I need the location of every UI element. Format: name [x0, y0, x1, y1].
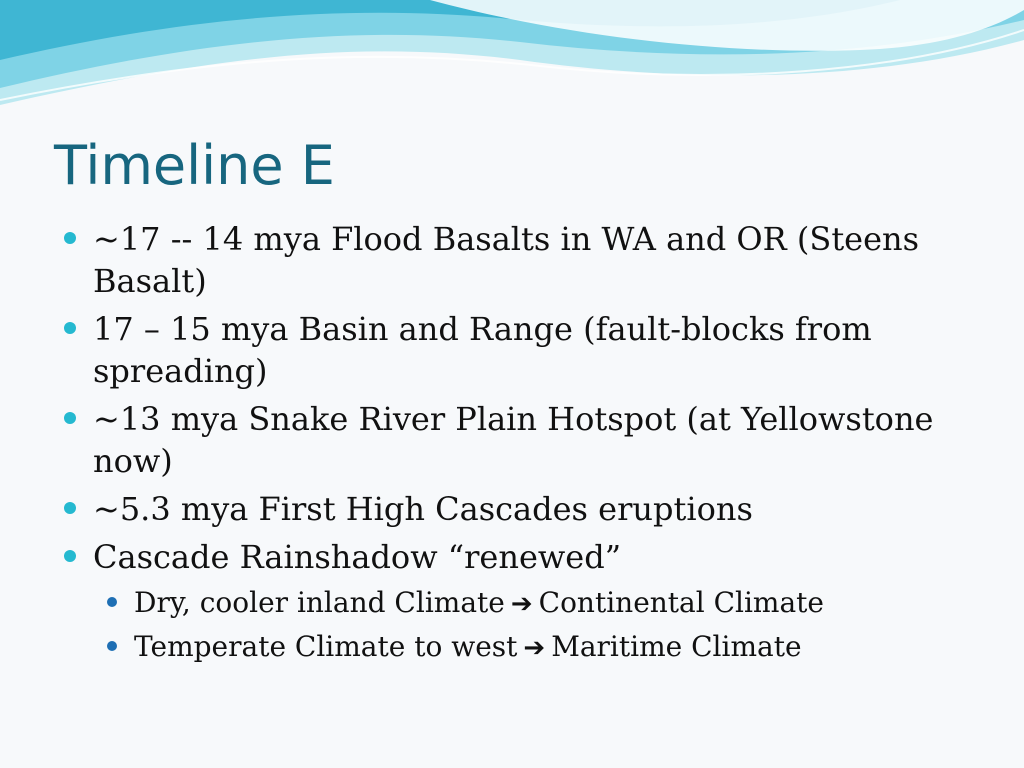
bullet-dot-icon [64, 550, 76, 562]
bullet-item [60, 308, 960, 392]
bullet-item [60, 218, 960, 302]
bullet-item [60, 398, 960, 482]
right-arrow-icon: ➔ [510, 589, 533, 619]
bullet-dot-icon [64, 232, 76, 244]
bullet-text: ~5.3 mya First High Cascades eruptions [93, 490, 753, 528]
bullet-text: ~17 -- 14 mya Flood Basalts in WA and OR (Steens Basalt) [93, 220, 920, 300]
bullet-list [60, 218, 960, 672]
right-arrow-icon: ➔ [523, 633, 546, 663]
sub-bullet-text-after: Maritime Climate [551, 630, 802, 663]
sub-bullet-text-after: Continental Climate [538, 586, 824, 619]
bullet-item [60, 488, 960, 530]
slide-title: Timeline E [54, 134, 335, 197]
bullet-text: 17 – 15 mya Basin and Range (fault-blocks from spreading) [93, 310, 872, 390]
bullet-dot-icon [64, 412, 76, 424]
sub-bullet-item [60, 628, 960, 667]
bullet-item [60, 536, 960, 578]
sub-bullet-dot-icon [107, 641, 117, 651]
bullet-text: Cascade Rainshadow “renewed” [93, 538, 622, 576]
bullet-dot-icon [64, 322, 76, 334]
sub-bullet-item [60, 584, 960, 623]
sub-bullet-text-before: Temperate Climate to west [134, 630, 518, 663]
header-wave-decoration [0, 0, 1024, 120]
bullet-text: ~13 mya Snake River Plain Hotspot (at Yellowstone now) [93, 400, 934, 480]
bullet-dot-icon [64, 502, 76, 514]
sub-bullet-text-before: Dry, cooler inland Climate [134, 586, 505, 619]
sub-bullet-dot-icon [107, 597, 117, 607]
